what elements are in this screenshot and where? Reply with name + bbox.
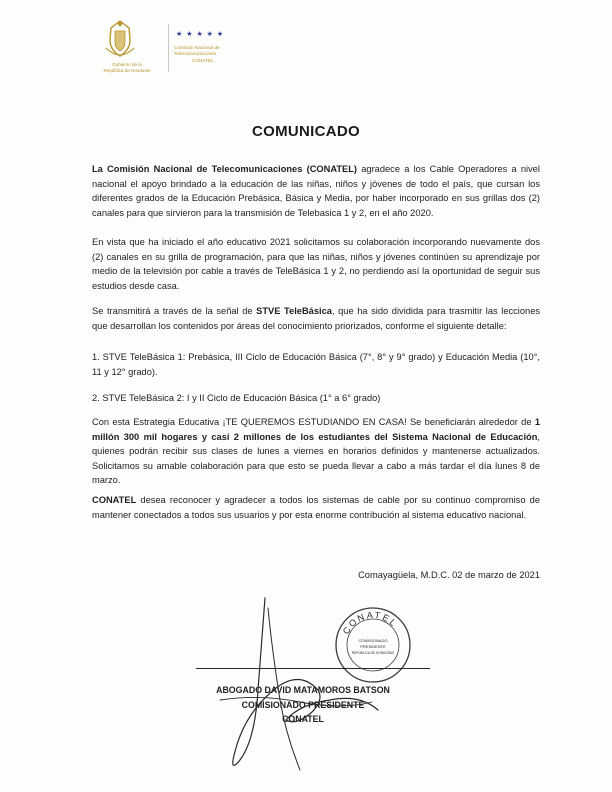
conatel-line-1: Comisión Nacional de: [174, 45, 220, 50]
stamp-ring-text: CONATEL: [340, 609, 400, 636]
stamp-line-2: PRESIDENTE: [360, 644, 386, 649]
gov-line-2: República de Honduras: [103, 68, 151, 73]
paragraph-1-text: agradece a los Cable Operadores a nivel nacional el apoyo brindado a la educación de las niñas, niños y jóvenes de todo el país, que cursan los diferentes grados de la Educación Prebásica, Básica y Media, por haber incorporado en sus grillas dos (2) canales para que sirvieron para la transmisión de Telebasica 1 y 2, en el año 2020.: [92, 164, 540, 218]
stars-icon: ★ ★ ★ ★ ★: [176, 31, 225, 38]
header-divider: [168, 24, 169, 72]
stamp-line-3: REPÚBLICA DE HONDURAS: [351, 651, 395, 655]
svg-text:CONATEL: [341, 610, 400, 636]
paragraph-3-a: Se transmitirá a través de la señal de: [92, 306, 257, 316]
signature-line: [196, 668, 430, 669]
signatory-block: [0, 683, 612, 727]
list-item-telebasica-1: 1. STVE TeleBásica 1: Prebásica, III Ciclo de Educación Básica (7°, 8° y 9° grado) y Educación Media (10°, 11 y 12° grado).: [92, 352, 540, 377]
paragraph-7-text: desea reconocer y agradecer a todos los sistemas de cable por su continuo compromiso de mantener conectados a todos sus usuarios y por esta enorme contribución al sistema educativo nacional.: [92, 495, 540, 520]
signatory-name: ABOGADO DAVID MATAMOROS BATSON: [216, 685, 390, 695]
place-date: Comayagüela, M.D.C. 02 de marzo de 2021: [358, 570, 540, 580]
paragraph-6-b: , quienes podrán recibir sus clases de lunes a viernes en horarios definidos y mantenerse actualizados. Solicitamos su amable colaboración para que esto se pueda llevar a cabo a más tardar el día lunes 8 de marzo.: [92, 431, 540, 486]
paragraph-6-a: Con esta Estrategia Educativa ¡TE QUEREMOS ESTUDIANDO EN CASA! Se beneficiarán alrededor de: [92, 417, 535, 427]
paragraph-7-bold: CONATEL: [92, 495, 137, 505]
signatory-role: COMISIONADO PRESIDENTE: [241, 699, 365, 710]
document-title: COMUNICADO: [252, 123, 360, 140]
government-label: [90, 62, 164, 74]
paragraph-3: [92, 304, 540, 333]
official-stamp-icon: [332, 604, 414, 686]
honduras-coat-of-arms-icon: [100, 18, 140, 62]
gov-line-1: Gobierno de la: [112, 62, 142, 67]
paragraph-6: [92, 415, 540, 488]
conatel-label: [174, 45, 252, 64]
paragraph-2: En vista que ha iniciado el año educativo 2021 solicitamos su colaboración incorporando nuevamente dos (2) canales en su grilla de programación, para que las niñas, niños y jóvenes continúen su aprendizaje por medio de la televisión por cable a través de TeleBásica 1 y 2, no perdiendo así la oportunidad de seguir sus estudios desde casa.: [92, 237, 540, 291]
paragraph-7: [92, 493, 540, 522]
signatory-org: CONATEL: [282, 714, 324, 724]
list-item-telebasica-2: 2. STVE TeleBásica 2: I y II Ciclo de Educación Básica (1° a 6° grado): [92, 393, 381, 403]
paragraph-1: [92, 162, 540, 220]
conatel-line-3: CONATEL: [192, 57, 214, 63]
stamp-line-1: COMISIONADO: [358, 638, 388, 643]
paragraph-3-bold: STVE TeleBásica: [256, 306, 332, 316]
paragraph-3-b: , que ha sido dividida para trasmitir las lecciones que desarrollan los contenidos por áreas del conocimiento priorizados, conforme el siguiente detalle:: [92, 306, 541, 331]
paragraph-6-bold: 1 millón 300 mil hogares y casi 2 millones de los estudiantes del Sistema Nacional de Educación: [92, 417, 540, 442]
paragraph-1-lead: La Comisión Nacional de Telecomunicaciones (CONATEL): [92, 164, 358, 174]
conatel-line-2: Telecomunicaciones: [174, 51, 217, 57]
letterhead: [90, 18, 250, 78]
